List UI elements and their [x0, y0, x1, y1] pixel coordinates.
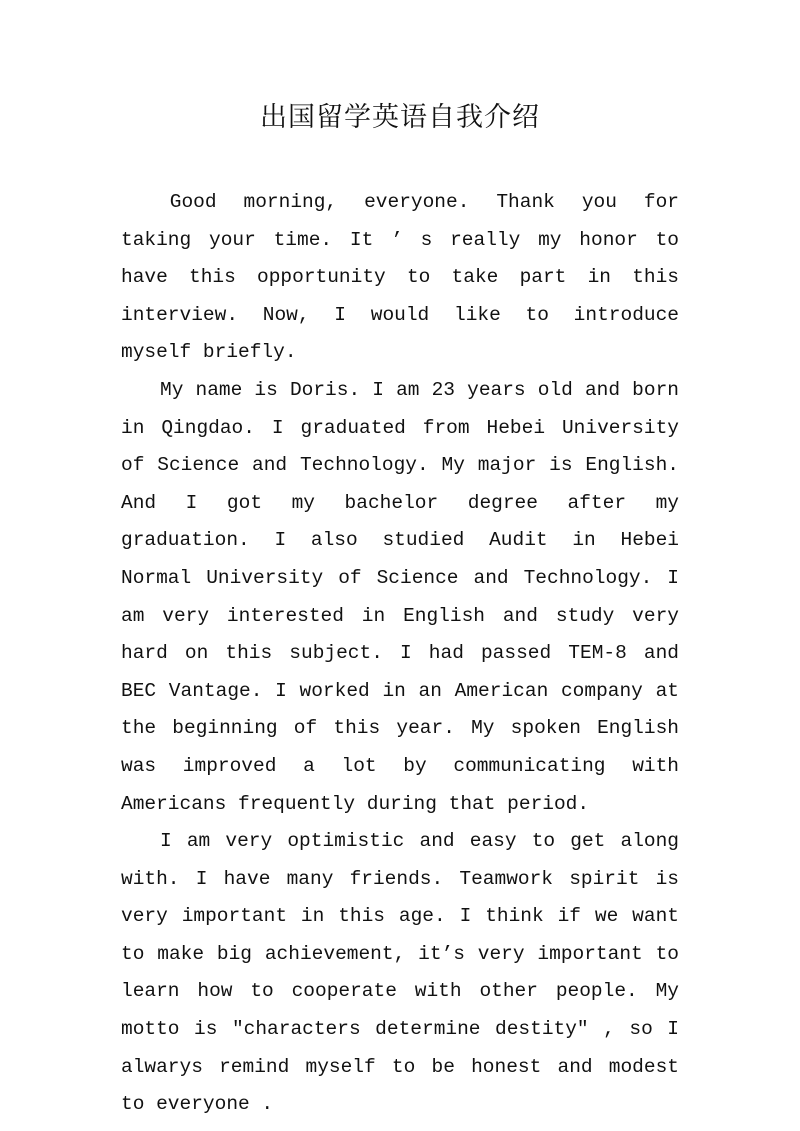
document-body [121, 184, 679, 1124]
paragraph-personality: I am very optimistic and easy to get along with. I have many friends. Teamwork spirit is very important in this age. I think if we want to make big achievement, it’s very important to learn how to cooperate with other people. My motto is "characters determine destity" , so I alwarys remind myself to be honest and modest to everyone . [121, 830, 679, 1116]
paragraph-greeting: Good morning, everyone. Thank you for taking your time. It ’ s really my honor to have this opportunity to take part in this interview. Now, I would like to introduce myself briefly. [121, 191, 679, 364]
document-title: 出国留学英语自我介绍 [260, 102, 540, 133]
paragraph-background: My name is Doris. I am 23 years old and born in Qingdao. I graduated from Hebei University of Science and Technology. My major is English. And I got my bachelor degree after my graduation. I also studied Audit in Hebei Normal University of Science and Technology. I am very interested in English and study very hard on this subject. I had passed TEM-8 and BEC Vantage. I worked in an American company at the beginning of this year. My spoken English was improved a lot by communicating with Americans frequently during that period. [121, 378, 679, 815]
